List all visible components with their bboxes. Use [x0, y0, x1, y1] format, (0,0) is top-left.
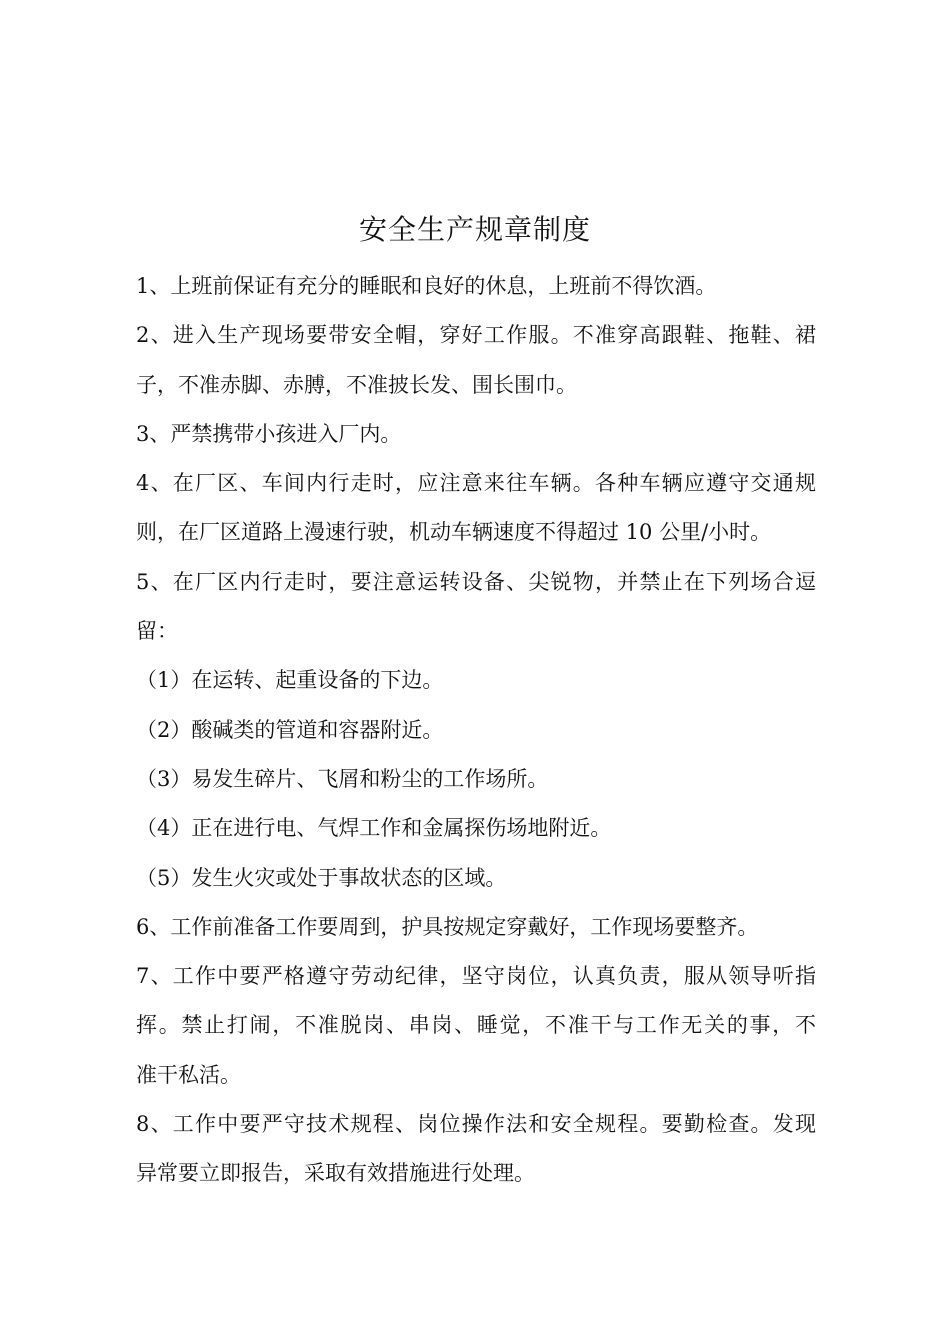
rule-5-item-5: （5）发生火灾或处于事故状态的区域。	[136, 865, 507, 890]
regulation-body	[136, 262, 816, 1199]
rule-8-line-2: 异常要立即报告，采取有效措施进行处理。	[136, 1161, 535, 1186]
rule-2-line-2: 子，不准赤脚、赤膊，不准披长发、围长围巾。	[136, 372, 577, 397]
rule-3-line-1: 3、严禁携带小孩进入厂内。	[136, 421, 402, 446]
rule-5-item-3: （3）易发生碎片、飞屑和粉尘的工作场所。	[136, 766, 549, 791]
rule-5-item-4: （4）正在进行电、气焊工作和金属探伤场地附近。	[136, 816, 612, 841]
rule-6-line-1: 6、工作前准备工作要周到，护具按规定穿戴好，工作现场要整齐。	[136, 914, 759, 939]
rule-8-line-1: 8、工作中要严守技术规程、岗位操作法和安全规程。要勤检查。发现	[136, 1112, 816, 1137]
rule-7-line-1: 7、工作中要严格遵守劳动纪律，坚守岗位，认真负责，服从领导听指	[136, 964, 816, 989]
rule-1-line-1: 1、上班前保证有充分的睡眠和良好的休息，上班前不得饮酒。	[136, 274, 717, 298]
rule-4-line-1: 4、在厂区、车间内行走时，应注意来往车辆。各种车辆应遵守交通规	[136, 471, 816, 496]
rule-5-line-2: 留：	[136, 619, 178, 644]
rule-7-line-2: 挥。禁止打闹，不准脱岗、串岗、睡觉，不准干与工作无关的事，不	[136, 1013, 816, 1038]
rule-5-item-1: （1）在运转、起重设备的下边。	[136, 668, 444, 693]
rule-7-line-3: 准干私活。	[136, 1062, 241, 1087]
document-title: 安全生产规章制度	[358, 213, 591, 246]
rule-5-item-2: （2）酸碱类的管道和容器附近。	[136, 717, 444, 742]
rule-5-line-1: 5、在厂区内行走时，要注意运转设备、尖锐物，并禁止在下列场合逗	[136, 569, 816, 594]
rule-4-line-2: 则，在厂区道路上漫速行驶，机动车辆速度不得超过 10 公里/小时。	[136, 520, 772, 545]
rule-2-line-1: 2、进入生产现场要带安全帽，穿好工作服。不准穿高跟鞋、拖鞋、裙	[136, 323, 816, 348]
